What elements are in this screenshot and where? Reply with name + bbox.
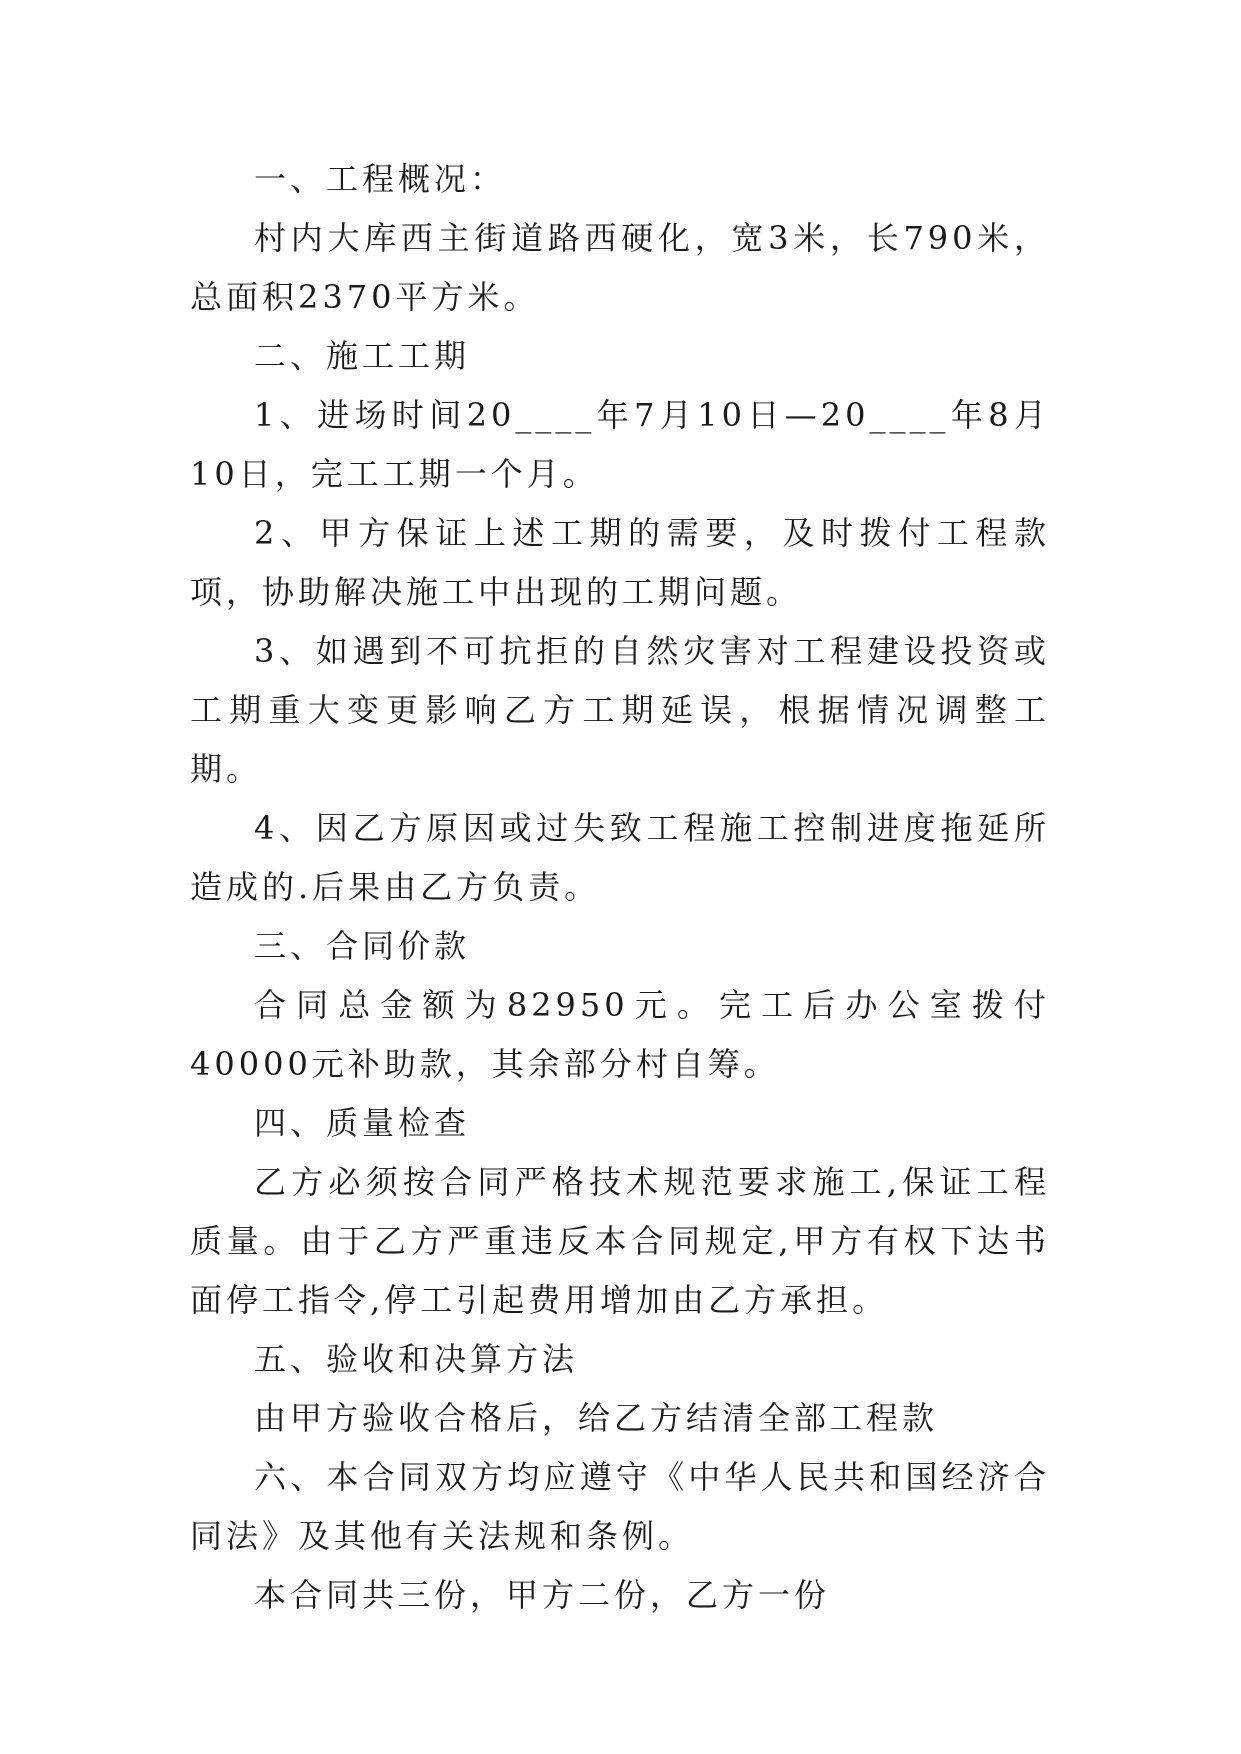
section-heading-quality: 四、质量检查 <box>254 1104 471 1142</box>
paragraph-schedule-3: 3、如遇到不可抗拒的自然灾害对工程建设投资或工期重大变更影响乙方工期延误，根据情况调整工期。 <box>190 632 1050 788</box>
document-body <box>190 150 1050 1625</box>
section-heading-price: 三、合同价款 <box>254 927 471 965</box>
paragraph-quality: 乙方必须按合同严格技术规范要求施工,保证工程质量。由于乙方严重违反本合同规定,甲方有权下达书面停工指令,停工引起费用增加由乙方承担。 <box>190 1163 1050 1319</box>
paragraph-schedule-1: 1、进场时间20____年7月10日—20____年8月10日，完工工期一个月。 <box>190 396 1050 493</box>
paragraph-law: 六、本合同双方均应遵守《中华人民共和国经济合同法》及其他有关法规和条例。 <box>190 1458 1050 1555</box>
section-heading-overview: 一、工程概况： <box>254 160 507 198</box>
paragraph-copies: 本合同共三份，甲方二份，乙方一份 <box>254 1576 831 1614</box>
paragraph-price: 合同总金额为82950元。完工后办公室拨付40000元补助款，其余部分村自筹。 <box>190 986 1050 1083</box>
section-heading-schedule: 二、施工工期 <box>254 337 471 375</box>
paragraph-schedule-4: 4、因乙方原因或过失致工程施工控制进度拖延所造成的.后果由乙方负责。 <box>190 809 1050 906</box>
paragraph-overview: 村内大库西主街道路西硬化，宽3米，长790米，总面积2370平方米。 <box>190 219 1050 316</box>
paragraph-schedule-2: 2、甲方保证上述工期的需要，及时拨付工程款项，协助解决施工中出现的工期问题。 <box>190 514 1050 611</box>
section-heading-acceptance: 五、验收和决算方法 <box>254 1340 579 1378</box>
paragraph-acceptance: 由甲方验收合格后，给乙方结清全部工程款 <box>254 1399 939 1437</box>
